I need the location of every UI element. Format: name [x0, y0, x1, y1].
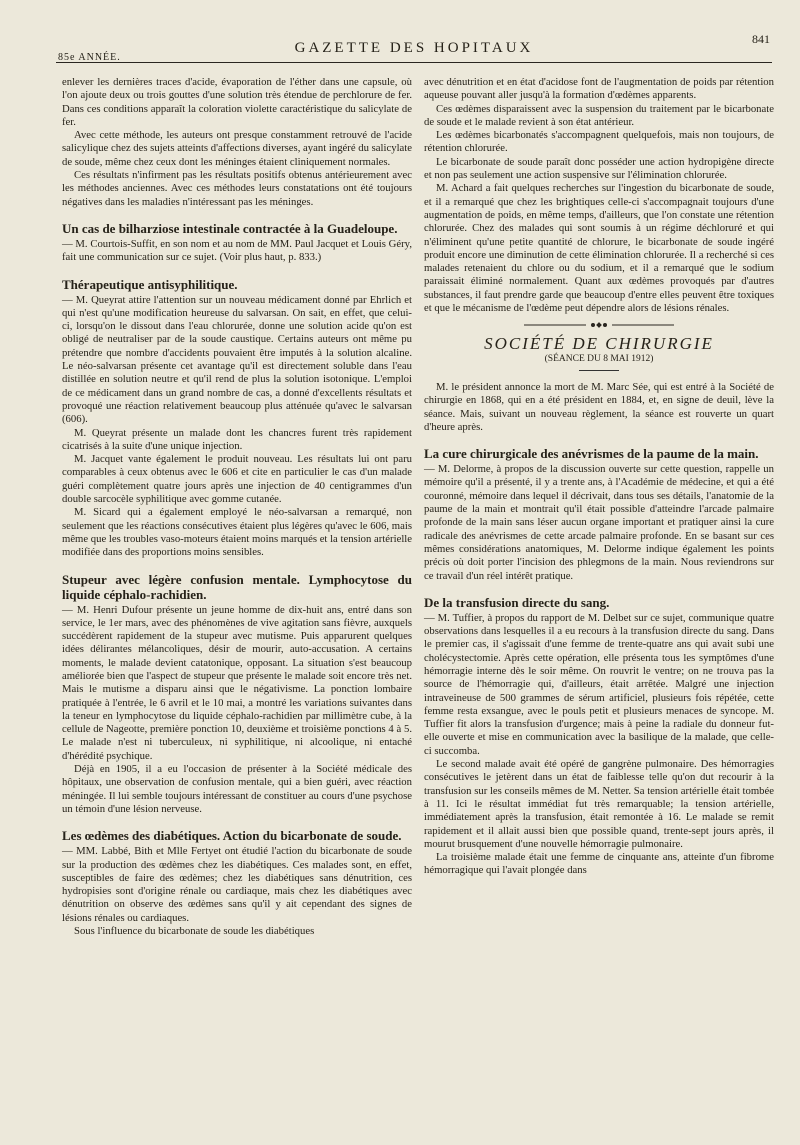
paragraph: — M. Queyrat attire l'attention sur un nouveau médicament donné par Ehrlich et qui n'est qu'une modification heureuse du salvarsan. On sait, en effet, que celui-ci, lorsqu'on le dissout dans l'eau chlorurée, donne une solution acide qu'on est obligé de neutraliser par de la soude caustique. Certains auteurs ont même pu prétendre que nombre d'accidents pouvaient être imputés à la solution alcaline. Le néo-salvarsan présente cet avantage qu'il est directement soluble dans l'eau distillée en solution neutre et qu'il rend de plus la solution isotonique. L'emploi de ce médicament dans un grand nombre de cas, a donné d'excellents résultats et provoqué une réaction relativement beaucoup plus atténuée qu'avec le salvarsan (606).	[62, 293, 412, 426]
seance-date: (SÉANCE DU 8 MAI 1912)	[544, 353, 654, 364]
paragraph: M. le président annonce la mort de M. Marc Sée, qui est entré à la Société de chirurgie en 1868, qui en a été président en 1884, et, en signe de deuil, lève la séance. Mais, suivant un nouveau règlement, la séance est rouverte un quart d'heure après.	[424, 380, 774, 433]
journal-title: GAZETTE DES HOPITAUX	[294, 40, 534, 56]
paragraph: Avec cette méthode, les auteurs ont presque constamment retrouvé de l'acide salicylique chez des sujets atteints d'affections diverses, ayant ingéré du salicylate de soude, même chez ceux dont les méninges étaient cliniquement normales.	[62, 129, 412, 168]
paragraph: Sous l'influence du bicarbonate de soude les diabétiques	[74, 925, 315, 938]
paragraph: M. Jacquet vante également le produit nouveau. Les résultats lui ont paru comparables à ceux obtenus avec le 606 et cite en particulier le cas d'un malade guéri complètement quatre jours après une injection de 40 centigrammes d'un double sarcocèle syphilitique avec gomme cutanée.	[62, 453, 412, 506]
section-heading-transfusion: De la transfusion directe du sang.	[424, 594, 610, 610]
section-heading-anevrismes: La cure chirurgicale des anévrismes de la paume de la main.	[424, 446, 759, 462]
paragraph: M. Achard a fait quelques recherches sur l'ingestion du bicarbonate de soude, et il a remarqué que chez les brightiques celle-ci s'accompagnait toujours d'une augmentation de poids, en même temps, d'ailleurs, que l'on constate une rétention chlorurée. Chez des malades qui sont soumis à un régime déchloruré et qui n'éliminent qu'une petite quantité de chlorure, le bicarbonate de soude ingéré produit encore une diminution de cette élimination chlorurée. Il a recherché si ces malades retenaient du chlore ou du sodium, et il a remarqué que le sodium paraissait éliminé normalement. Quant aux œdèmes provoqués par d'autres substances, il faut prendre garde que beaucoup d'entre elles peuvent être toxiques et que le mécanisme de l'œdème peut dépendre alors de lésions rénales.	[424, 182, 774, 315]
paragraph: enlever les dernières traces d'acide, évaporation de l'éther dans une capsule, où l'on ajoute deux ou trois gouttes d'une solution très étendue de perchlorure de fer. Dans ces conditions apparaît la coloration violette caractéristique du salicylate de fer.	[62, 76, 412, 128]
page-number: 841	[752, 32, 770, 46]
paragraph: — M. Courtois-Suffit, en son nom et au nom de MM. Paul Jacquet et Louis Géry, fait une communication sur ce sujet. (Voir plus haut, p. 833.)	[62, 237, 412, 264]
paragraph: — M. Delorme, à propos de la discussion ouverte sur cette question, rappelle un mémoire qu'il a présenté, il y a trente ans, à l'Académie de médecine, et qui a été couronné, mémoire dans lequel il décrivait, dans tous ses détails, l'anatomie de la paume de la main et montrait qu'il était possible d'atteindre l'arcade palmaire profonde de la main sans léser aucun organe important et pratiquer ainsi la cure radicale des anévrismes de cette arcade palmaire profonde. En se basant sur ces mêmes considérations anatomiques, M. Delorme indique également les points précis où doit porter l'incision des phlegmons de la main. Nous reviendrons sur ce travail d'un réel intérêt pratique.	[424, 463, 774, 582]
section-heading-antisyphilitique: Thérapeutique antisyphilitique.	[62, 276, 238, 292]
paragraph: — M. Henri Dufour présente un jeune homme de dix-huit ans, entré dans son service, le 1er mars, avec des phénomènes de vive agitation sans fièvre, auxquels succédèrent rapidement de la stupeur avec mutisme. Puis apparurent quelques idées délirantes mélancoliques, désir de mourir, auto-accusation. A certains moments, le malade devient catatonique, opposant. La situation s'est beaucoup améliorée bien que l'aspect de stupeur que présente le malade soit encore très net. Mais le mutisme a disparu ainsi que le négativisme. La ponction lombaire pratiquée à l'entrée, le 6 avril et le 10 mai, a montré les variations suivantes dans la teneur en lymphocytose du liquide céphalo-rachidien par millimètre cube, à la cellule de Nageotte, première ponction 10, deuxième et troisième ponctions 4 à 5. Le malade n'est ni tuberculeux, ni syphilitique, ni alcoolique, ni entaché d'hérédité psychique.	[62, 603, 412, 762]
paragraph: avec dénutrition et en état d'acidose font de l'augmentation de poids par rétention aqueuse pouvant aller jusqu'à la formation d'œdèmes apparents.	[424, 76, 774, 102]
ornamental-separator	[524, 321, 674, 329]
paragraph: — MM. Labbé, Bith et Mlle Fertyet ont étudié l'action du bicarbonate de soude sur la production des œdèmes chez les diabétiques. Ces malades sont, en effet, susceptibles de faire des œdèmes; chez les diabétiques sans dénutrition, ces hydropisies sont d'origine rénale ou cardiaque, mais chez les diabétiques avec dénutrition on observe des œdèmes sans qu'il y ait cependant des signes de lésions rénales ou cardiaques.	[62, 845, 412, 924]
paragraph: Les œdèmes bicarbonatés s'accompagnent quelquefois, mais non toujours, de rétention chlorurée.	[424, 129, 774, 155]
paragraph: Le bicarbonate de soude paraît donc posséder une action hydropigène directe et non pas seulement une action suspensive sur l'élimination chlorurée.	[424, 155, 774, 182]
header-rule	[56, 62, 772, 63]
paragraph: Ces œdèmes disparaissent avec la suspension du traitement par le bicarbonate de soude et le malade revient à son état antérieur.	[424, 102, 774, 128]
paragraph: M. Queyrat présente un malade dont les chancres furent très rapidement cicatrisés à la suite d'une unique injection.	[62, 426, 412, 452]
section-heading-bilharziose: Un cas de bilharziose intestinale contractée à la Guadeloupe.	[62, 220, 398, 236]
paragraph: Déjà en 1905, il a eu l'occasion de présenter à la Société médicale des hôpitaux, une observation de confusion mentale, qui a bien guéri, avec réaction méningée. Il lui semble toujours intéressant de constituer au cours d'une psychose un témoin d'une lésion nerveuse.	[62, 763, 412, 815]
left-column	[62, 76, 412, 938]
paragraph: — M. Tuffier, à propos du rapport de M. Delbet sur ce sujet, communique quatre observations dans lesquelles il a eu recours à la transfusion directe du sang. Dans le premier cas, il s'agissait d'une femme de trente-quatre ans qui avait subi une cholécystectomie. Après cette opération, elle présenta tous les symptômes d'une hémorragie interne dès le soir même. On rouvrit le ventre; on ne trouva pas la source de l'hémorragie qui, d'ailleurs, était arrêtée. Malgré une injection intraveineuse de 500 grammes de sérum artificiel, plusieurs fois répétée, cette femme resta exsangue, avec le pouls petit et plusieurs menaces de syncope. M. Tuffier fit alors la transfusion d'urgence; mais à peine la radiale du donneur fut-elle ouverte et mise en communication avec la basilique de la malade, que celle-ci succomba.	[424, 611, 774, 757]
society-heading: SOCIÉTÉ DE CHIRURGIE	[484, 334, 714, 354]
section-heading-oedemes: Les œdèmes des diabétiques. Action du bicarbonate de soude.	[62, 828, 402, 844]
page-header	[58, 28, 770, 64]
paragraph: La troisième malade était une femme de cinquante ans, atteinte d'un fibrome hémorragique qui l'avait plongée dans	[424, 851, 774, 877]
section-heading-stupeur: Stupeur avec légère confusion mentale. Lymphocytose du liquide céphalo-rachidien.	[62, 571, 412, 602]
paragraph: Ces résultats n'infirment pas les résultats positifs obtenus antérieurement avec les méthodes anciennes. Avec ces méthodes leurs constatations ont été toujours négatives dans les maladies n'intéressant pas les méninges.	[62, 169, 412, 208]
short-rule	[579, 370, 619, 371]
right-column	[424, 76, 774, 878]
edition-label: 85e ANNÉE.	[58, 52, 121, 63]
paragraph: Le second malade avait été opéré de gangrène pulmonaire. Des hémorragies consécutives le jetèrent dans un état de faiblesse telle qu'on dut recourir à la transfusion sur les conseils mêmes de M. Netter. Sa tension artérielle était tombée à 11. Ici le résultat immédiat fut très remarquable; la tension artérielle, immédiatement après la transfusion, était remontée à 16. Le malade se remit rapidement et il allait aussi bien que possible quand, trente-sept jours après, il mourut brusquement d'une nouvelle hémorragie pulmonaire.	[424, 758, 774, 850]
paragraph: M. Sicard qui a également employé le néo-salvarsan a remarqué, non seulement que les réactions consécutives étaient plus légères qu'avec le 606, mais même que les troubles vaso-moteurs étaient moins marqués et la tension artérielle modifiée dans des proportions moins sensibles.	[62, 506, 412, 559]
